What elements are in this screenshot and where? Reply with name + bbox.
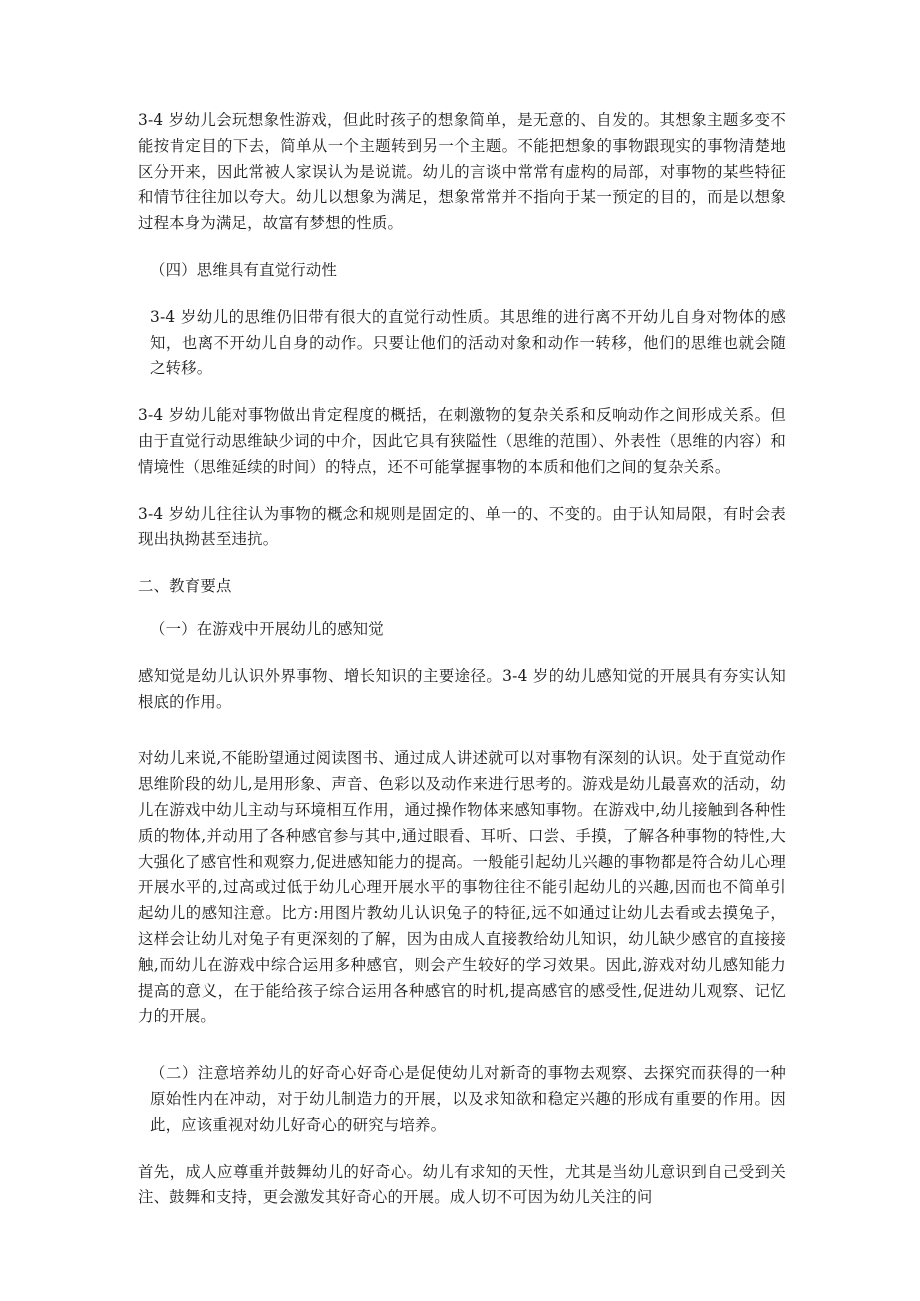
paragraph-respect-curiosity: 首先，成人应尊重并鼓舞幼儿的好奇心。幼儿有求知的天性，尤其是当幼儿意识到自己受到关注、鼓舞和支持，更会激发其好奇心的开展。成人切不可因为幼儿关注的问	[138, 1162, 786, 1207]
paragraph-generalization: 3-4 岁幼儿能对事物做出肯定程度的概括，在刺激物的复杂关系和反响动作之间形成关系。但由于直觉行动思维缺少词的中介，因此它具有狭隘性（思维的范围）、外表性（思维的内容）和情境性（思维延续的时间）的特点，还不可能掌握事物的本质和他们之间的复杂关系。	[138, 406, 786, 476]
subheading-perception-in-play: （一）在游戏中开展幼儿的感知觉	[150, 619, 384, 638]
paragraph-rules-concepts: 3-4 岁幼儿往往认为事物的概念和规则是固定的、单一的、不变的。由于认知局限，有时会表现出执拗甚至违抗。	[138, 504, 786, 549]
paragraph-intuitive-action: 3-4 岁幼儿的思维仍旧带有很大的直觉行动性质。其思维的进行离不开幼儿自身对物体的感知，也离不开幼儿自身的动作。只要让他们的活动对象和动作一转移，他们的思维也就会随之转移。	[150, 307, 786, 378]
paragraph-play-perception: 对幼儿来说,不能盼望通过阅读图书、通过成人讲述就可以对事物有深刻的认识。处于直觉动作思维阶段的幼儿,是用形象、声音、色彩以及动作来进行思考的。游戏是幼儿最喜欢的活动，幼儿在游戏中幼儿主动与环境相互作用，通过操作物体来感知事物。在游戏中,幼儿接触到各种性质的物体,并动用了各种感官参与其中,通过眼看、耳听、口尝、手摸，了解各种事物的特性,大大强化了感官性和观察力,促进感知能力的提高。一般能引起幼儿兴趣的事物都是符合幼儿心理开展水平的,过高或过低于幼儿心理开展水平的事物往往不能引起幼儿的兴趣,因而也不简单引起幼儿的感知注意。比方:用图片教幼儿认识兔子的特征,远不如通过让幼儿去看或去摸兔子，这样会让幼儿对兔子有更深刻的了解，因为由成人直接教给幼儿知识，幼儿缺少感官的直接接触,而幼儿在游戏中综合运用多种感官，则会产生较好的学习效果。因此,游戏对幼儿感知能力提高的意义，在于能给孩子综合运用各种感官的时机,提高感官的感受性,促进幼儿观察、记忆力的开展。	[138, 749, 786, 1026]
subheading-curiosity: （二）注意培养幼儿的好奇心好奇心是促使幼儿对新奇的事物去观察、去探究而获得的一种原始性内在冲动，对于幼儿制造力的开展，以及求知欲和稳定兴趣的形成有重要的作用。因此，应该重视对幼儿好奇心的研究与培养。	[150, 1064, 786, 1134]
paragraph-perception-intro: 感知觉是幼儿认识外界事物、增长知识的主要途径。3-4 岁的幼儿感知觉的开展具有夯实认知根底的作用。	[138, 666, 786, 711]
section-heading-intuitive-thinking: （四）思维具有直觉行动性	[150, 260, 338, 279]
document-page	[138, 108, 786, 1211]
paragraph-imagination: 3-4 岁幼儿会玩想象性游戏，但此时孩子的想象简单，是无意的、自发的。其想象主题多变不能按肯定目的下去，简单从一个主题转到另一个主题。不能把想象的事物跟现实的事物清楚地区分开来，因此常被人家误认为是说谎。幼儿的言谈中常常有虚构的局部，对事物的某些特征和情节往往加以夸大。幼儿以想象为满足，想象常常并不指向于某一预定的目的，而是以想象过程本身为满足，故富有梦想的性质。	[138, 111, 786, 233]
section-heading-education-points: 二、教育要点	[138, 577, 232, 596]
